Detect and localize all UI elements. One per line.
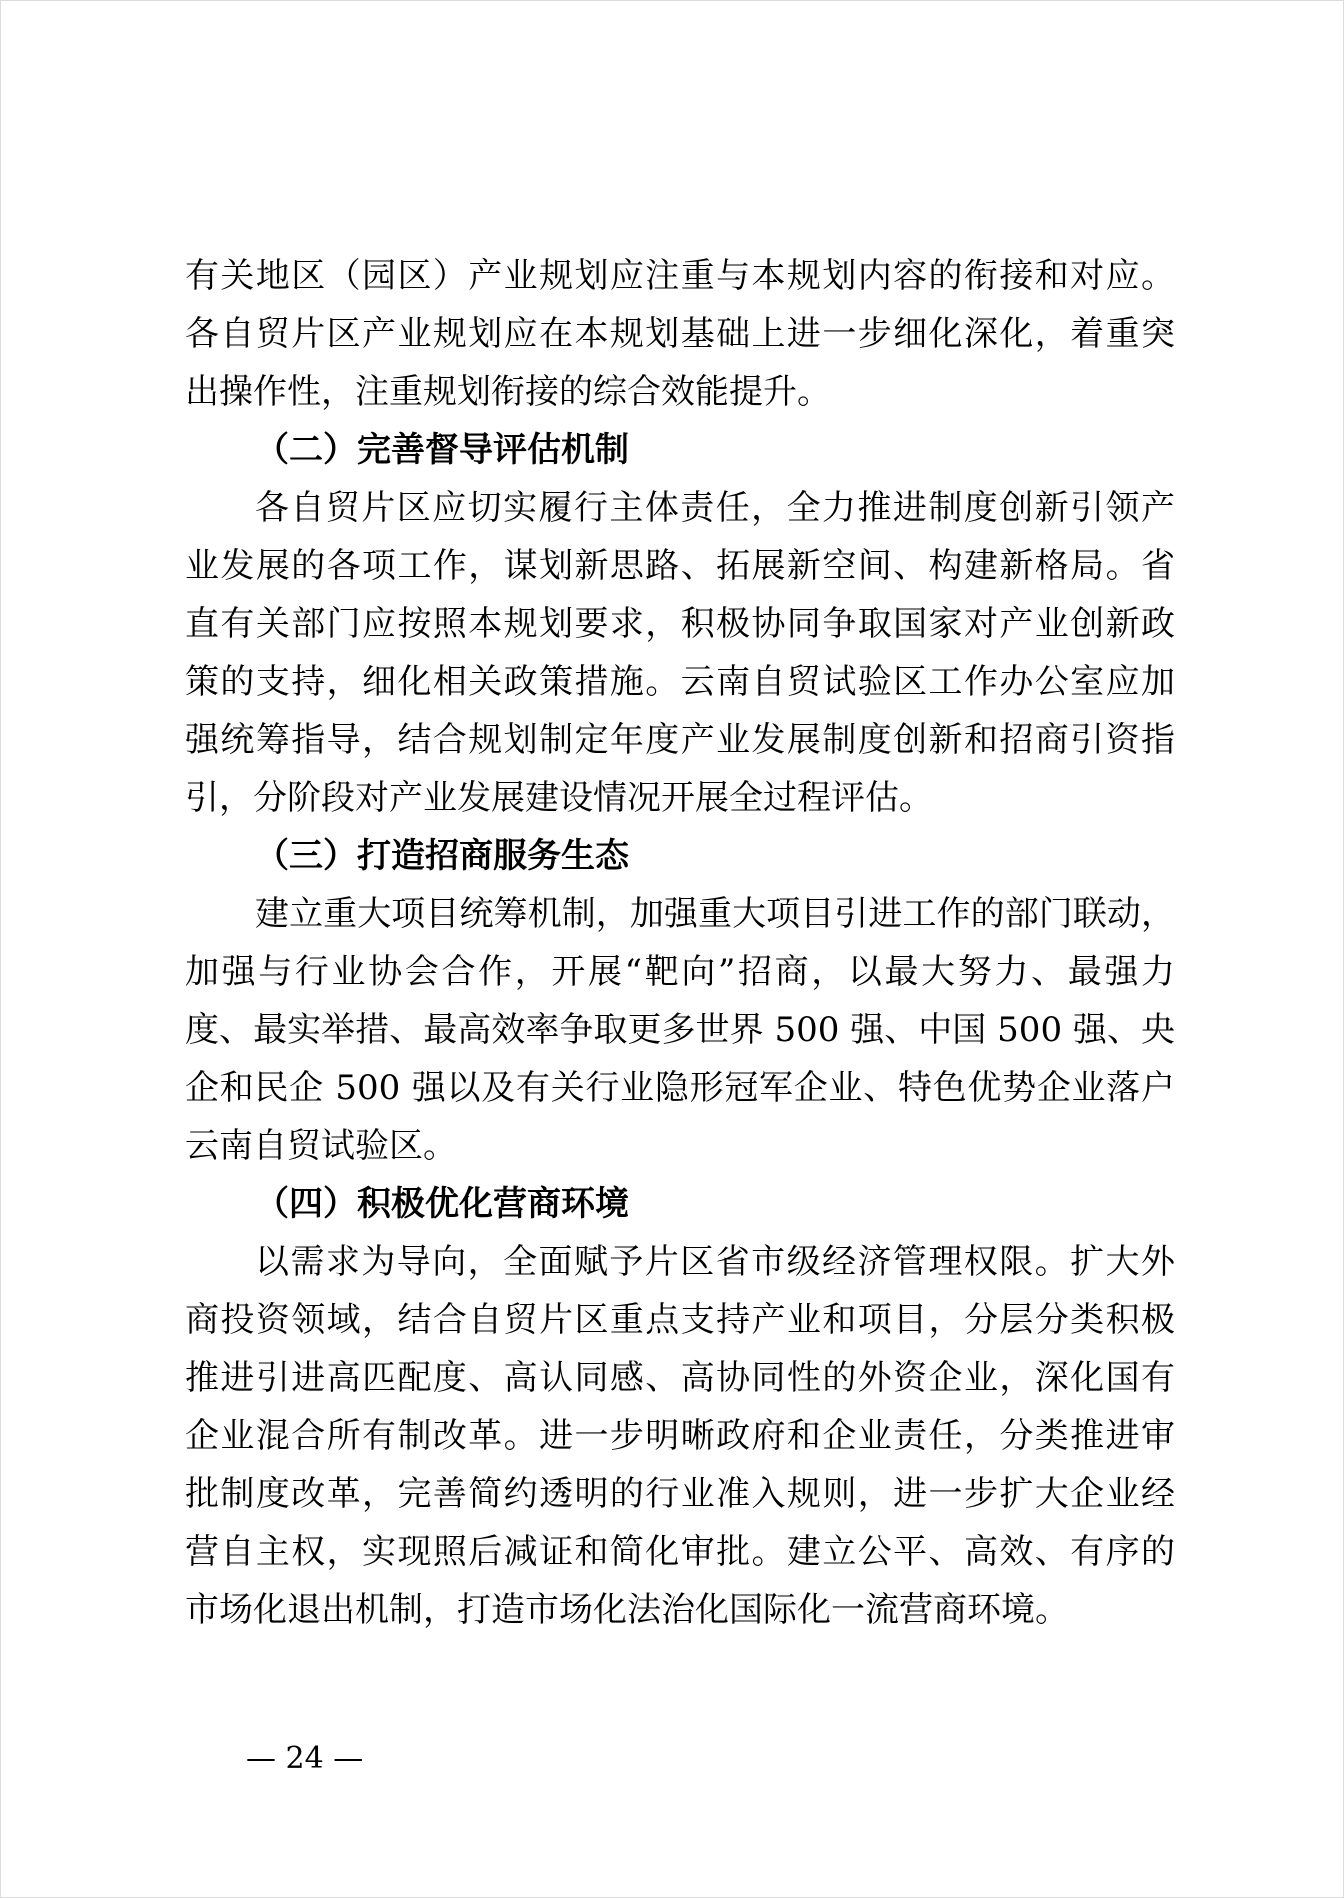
text-line: 各自贸片区应切实履行主体责任，全力推进制度创新引领产 <box>255 488 1175 528</box>
text-line: 云南自贸试验区。 <box>185 1126 457 1166</box>
paragraph <box>185 885 1175 1175</box>
text-line: 市场化退出机制，打造市场化法治化国际化一流营商环境。 <box>185 1590 1069 1630</box>
text-line: 策的支持，细化相关政策措施。云南自贸试验区工作办公室应加 <box>185 662 1175 702</box>
page-number: — 24 — <box>246 1741 364 1776</box>
section-heading: （三）打造招商服务生态 <box>255 836 629 876</box>
document-body <box>185 247 1175 1639</box>
text-line: 各自贸片区产业规划应在本规划基础上进一步细化深化，着重突 <box>185 314 1175 354</box>
section-heading: （四）积极优化营商环境 <box>255 1184 629 1224</box>
section-heading: （二）完善督导评估机制 <box>255 430 629 470</box>
text-line: 业发展的各项工作，谋划新思路、拓展新空间、构建新格局。省 <box>185 546 1175 586</box>
paragraph <box>185 247 1175 421</box>
text-line: 企和民企 500 强以及有关行业隐形冠军企业、特色优势企业落户 <box>185 1068 1175 1108</box>
text-line: 营自主权，实现照后减证和简化审批。建立公平、高效、有序的 <box>185 1532 1175 1572</box>
text-line: 批制度改革，完善简约透明的行业准入规则，进一步扩大企业经 <box>185 1474 1175 1514</box>
text-line: 有关地区（园区）产业规划应注重与本规划内容的衔接和对应。 <box>185 256 1175 296</box>
text-line: 出操作性，注重规划衔接的综合效能提升。 <box>185 372 831 412</box>
paragraph <box>185 479 1175 827</box>
text-line: 推进引进高匹配度、高认同感、高协同性的外资企业，深化国有 <box>185 1358 1175 1398</box>
text-line: 强统筹指导，结合规划制定年度产业发展制度创新和招商引资指 <box>185 720 1175 760</box>
text-line: 企业混合所有制改革。进一步明晰政府和企业责任，分类推进审 <box>185 1416 1175 1456</box>
text-line: 引，分阶段对产业发展建设情况开展全过程评估。 <box>185 778 933 818</box>
text-line: 度、最实举措、最高效率争取更多世界 500 强、中国 500 强、央 <box>185 1010 1175 1050</box>
text-line: 以需求为导向，全面赋予片区省市级经济管理权限。扩大外 <box>255 1242 1175 1282</box>
text-line: 直有关部门应按照本规划要求，积极协同争取国家对产业创新政 <box>185 604 1175 644</box>
text-line: 商投资领域，结合自贸片区重点支持产业和项目，分层分类积极 <box>185 1300 1175 1340</box>
text-line: 建立重大项目统筹机制，加强重大项目引进工作的部门联动， <box>255 894 1175 934</box>
paragraph <box>185 1233 1175 1639</box>
text-line: 加强与行业协会合作，开展“靶向”招商，以最大努力、最强力 <box>185 952 1175 992</box>
